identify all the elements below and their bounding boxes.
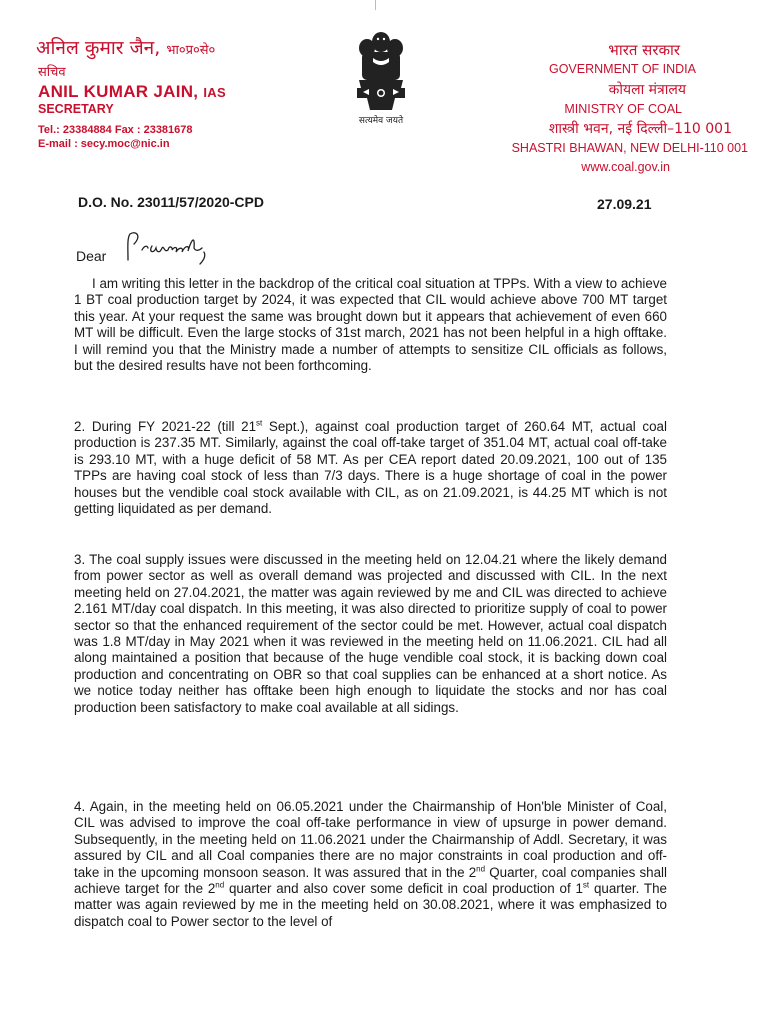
hindi-government-name: भारत सरकार (608, 41, 680, 59)
english-ministry-name: MINISTRY OF COAL (564, 102, 682, 116)
p2-part-a: 2. During FY 2021-22 (till 21 (74, 419, 257, 434)
salutation: Dear (76, 248, 107, 264)
paragraph-3: 3. The coal supply issues were discussed in the meeting held on 12.04.21 where the likely demand from power sector as well as overall demand was projected and discussed with CIL. In the next meeting held on 27.04.2021, the matter was again reviewed by me and CIL was directed to achieve 2.161 MT/day coal dispatch. In this meeting, it was also directed to prioritize supply of coal to power sector so that the enhanced requirement of the sector could be met. However, actual coal dispatch was 1.8 MT/day in May 2021 when it was reviewed in the meeting held on 11.06.2021. CIL had all along maintained a position that because of the huge vendible coal stock, it is backing down coal production and concentrating on OBR so that coal supplies can be enhanced at a short notice. As we notice today neither has offtake been high enough to liquidate the stocks and nor has coal production been satisfactory to make coal available at all sidings. (74, 552, 667, 715)
hindi-name-text: अनिल कुमार जैन, (36, 37, 161, 59)
paragraph-4 (74, 799, 667, 930)
p4-superscript-1: nd (476, 864, 486, 874)
telephone-fax: Tel.: 23384884 Fax : 23381678 (38, 124, 193, 136)
hindi-ministry-name: कोयला मंत्रालय (608, 82, 686, 98)
p4-part-d: quarter. The matter was again reviewed by me in the meeting held on 30.08.2021, where it was emphasized to dispatch coal to Power sector to the level of (74, 881, 667, 929)
email-address: E-mail : secy.moc@nic.in (38, 138, 170, 150)
paragraph-1: I am writing this letter in the backdrop of the critical coal situation at TPPs. With a view to achieve 1 BT coal production target by 2024, it was expected that CIL would achieve above 700 MT target this year. At your request the same was brought down but it appears that achievement of even 660 MT will be difficult. Even the large stocks of 31st march, 2021 has not been helpful in a high offtake. I will remind you that the Ministry made a number of attempts to sensitize CIL officials as follows, but the desired results have not been forthcoming. (74, 276, 667, 374)
hindi-address: शास्त्री भवन, नई दिल्ली–110 001 (548, 121, 732, 137)
p2-part-b: Sept.), against coal production target of 260.64 MT, actual coal production is 237.35 MT. Similarly, against the coal off-take target of 351.04 MT, actual coal off-take is 293.10 MT, with a huge deficit of 58 MT. As per CEA report dated 20.09.2021, 100 out of 135 TPPs are having coal stock of less than 7/3 days. There is a huge shortage of coal in the power houses but the vendible coal stock available with CIL, as on 21.09.2021, is 44.25 MT which is not getting liquidated as per demand. (74, 419, 667, 517)
english-address: SHASTRI BHAWAN, NEW DELHI-110 001 (511, 141, 748, 155)
emblem-motto: सत्यमेव जयते (358, 116, 404, 126)
hindi-name-suffix: भा०प्र०से० (166, 43, 216, 58)
english-sender-title: SECRETARY (38, 102, 114, 116)
handwritten-addressee (118, 226, 218, 276)
english-name-text: ANIL KUMAR JAIN, (38, 82, 199, 101)
website-link[interactable]: www.coal.gov.in (581, 160, 670, 174)
p4-superscript-2: nd (215, 880, 225, 890)
do-number: D.O. No. 23011/57/2020-CPD (78, 194, 264, 210)
english-government-name: GOVERNMENT OF INDIA (548, 62, 696, 76)
p2-superscript: st (256, 418, 263, 428)
p4-part-c: quarter and also cover some deficit in coal production of 1 (224, 881, 583, 897)
top-divider (375, 0, 376, 10)
english-name-suffix: IAS (203, 85, 226, 100)
p4-superscript-3: st (582, 880, 590, 890)
p4-part-a: 4. Again, in the meeting held on 06.05.2021 under the Chairmanship of Hon'ble Minister of Coal, CIL was advised to improve the coal off-take performance in view of upsurge in power demand. Subsequently, in the meeting held on 11.06.2021 under the Chairmanship of Addl. Secretary, it was assured by CIL and all Coal companies there are no major constraints in coal production and off-take in the upcoming monsoon season. It was assured that in the 2 (74, 799, 667, 880)
letter-date: 27.09.21 (597, 196, 652, 212)
hindi-sender-name (36, 34, 215, 60)
paragraph-2 (74, 419, 667, 517)
p4-part-b: Quarter, coal companies shall achieve target for the 2 (74, 864, 668, 897)
hindi-sender-title: सचिव (38, 65, 66, 80)
english-sender-name (38, 82, 226, 102)
